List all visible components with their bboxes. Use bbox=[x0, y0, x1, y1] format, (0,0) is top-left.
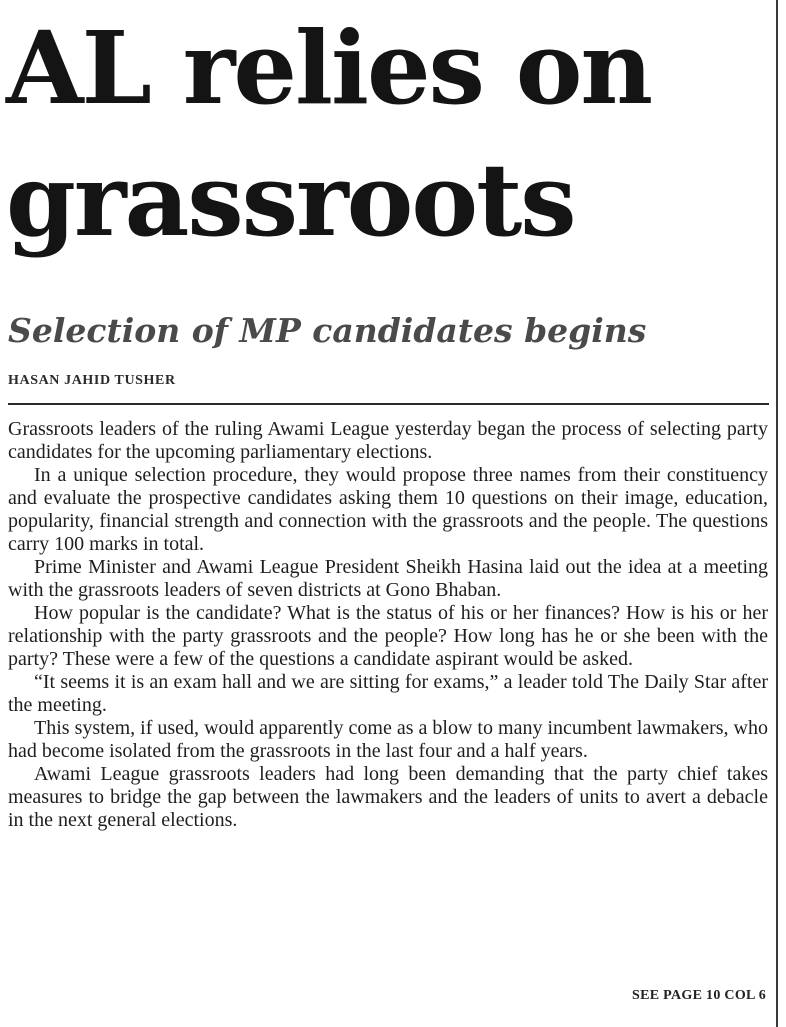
paragraph: Prime Minister and Awami League President Sheikh Hasina laid out the idea at a meeting with the grassroots leaders of seven districts at Gono Bhaban. bbox=[8, 556, 768, 601]
jump-line: SEE PAGE 10 COL 6 bbox=[632, 988, 766, 1003]
column-rule bbox=[776, 0, 778, 1027]
byline: HASAN JAHID TUSHER bbox=[8, 373, 176, 388]
paragraph: How popular is the candidate? What is the status of his or her finances? How is his or her relationship with the party grassroots and the people? How long has he or she been with the party? These were a few of the questions a candidate aspirant would be asked. bbox=[8, 602, 768, 670]
paragraph: Grassroots leaders of the ruling Awami League yesterday began the process of selecting party candidates for the upcoming parliamentary elections. bbox=[8, 418, 768, 463]
paragraph: This system, if used, would apparently come as a blow to many incumbent lawmakers, who had become isolated from the grassroots in the last four and a half years. bbox=[8, 717, 768, 762]
article-body bbox=[8, 418, 768, 832]
paragraph: “It seems it is an exam hall and we are sitting for exams,” a leader told The Daily Star after the meeting. bbox=[8, 671, 768, 716]
subheadline: Selection of MP candidates begins bbox=[8, 311, 647, 350]
paragraph: Awami League grassroots leaders had long been demanding that the party chief takes measures to bridge the gap between the lawmakers and the leaders of units to avert a debacle in the next general elections. bbox=[8, 763, 768, 831]
byline-divider bbox=[8, 403, 769, 405]
headline: AL relies on grassroots bbox=[6, 9, 652, 259]
paragraph: In a unique selection procedure, they would propose three names from their constituency and evaluate the prospective candidates asking them 10 questions on their image, education, popularity, financial strength and connection with the grassroots and the people. The questions carry 100 marks in total. bbox=[8, 464, 768, 555]
